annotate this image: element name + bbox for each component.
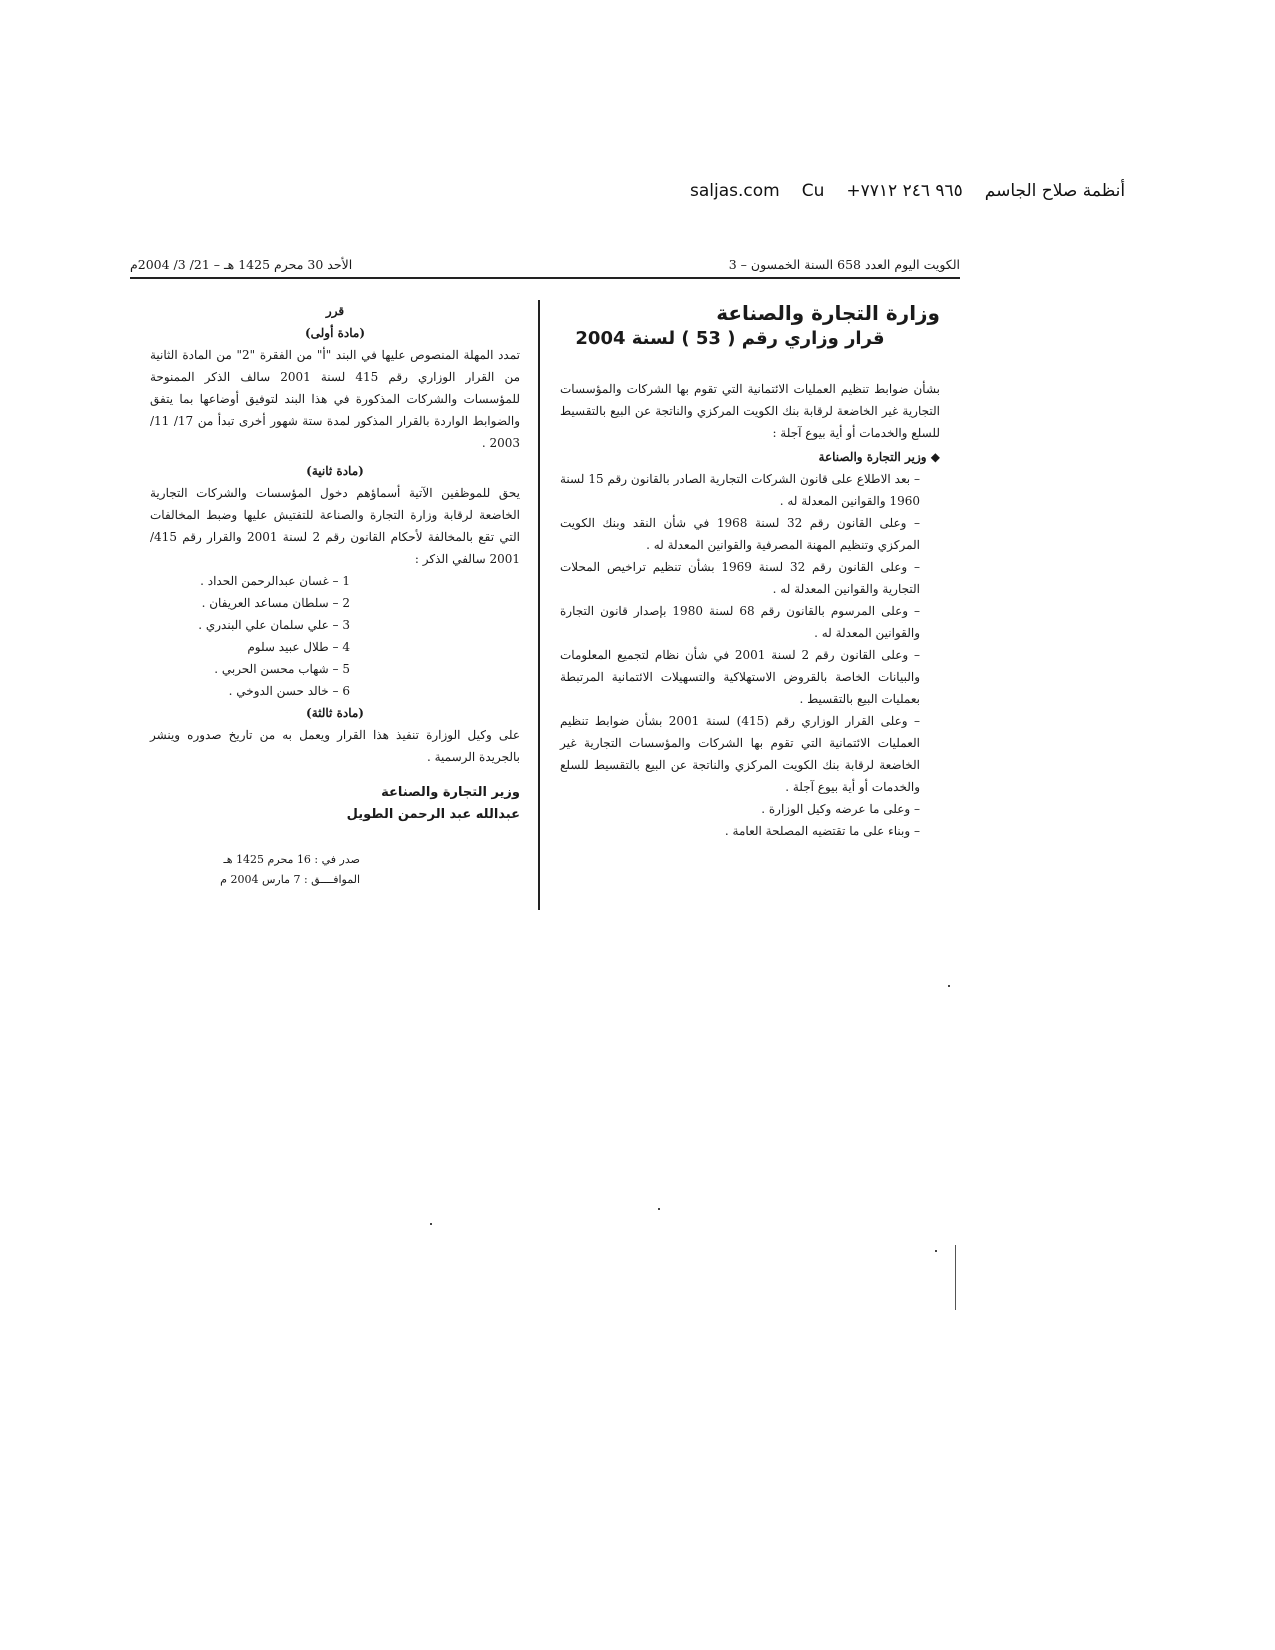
scan-speck [430, 1223, 432, 1225]
list-item: 6 – خالد حسن الدوخي . [228, 684, 350, 698]
article-3-text: على وكيل الوزارة تنفيذ هذا القرار ويعمل به من تاريخ صدوره وينشر بالجريدة الرسمية . [150, 728, 520, 764]
recital: – وعلى القانون رقم 2 لسنة 2001 في شأن نظام لتجميع المعلومات والبيانات الخاصة بالقروض الاستهلاكية والتسهيلات الائتمانية المرتبطة بعمليات البيع بالتقسيط . [560, 648, 920, 706]
recital: – وعلى القانون رقم 32 لسنة 1968 في شأن النقد وبنك الكويت المركزي وتنظيم المهنة المصرفية والقوانين المعدلة له . [560, 516, 920, 552]
list-item: 4 – طلال عبيد سلوم [247, 640, 350, 654]
recital: – وعلى القرار الوزاري رقم (415) لسنة 2001 بشأن ضوابط تنظيم العمليات الائتمانية التي تقوم بها الشركات والمؤسسات التجارية غير الخاضعة لرقابة بنك الكويت المركزي والناتجة عن البيع بالتقسيط للسلع والخدمات أو أية بيوع آجلة . [560, 714, 920, 794]
fax-phone: +٩٦٥ ٢٤٦ ٧٧١٢ [846, 181, 963, 201]
running-head-date: الأحد 30 محرم 1425 هـ – 21/ 3/ 2004م [130, 257, 353, 272]
article-2-heading: (مادة ثانية) [306, 464, 364, 478]
recital: – وبناء على ما تقتضيه المصلحة العامة . [724, 824, 920, 838]
scan-speck [658, 1208, 660, 1210]
article-1-heading: (مادة أولى) [304, 326, 366, 340]
recital: – وعلى ما عرضه وكيل الوزارة . [761, 802, 920, 816]
column-divider [538, 300, 540, 910]
fax-site: saljas.com [690, 181, 780, 201]
scan-line [955, 1245, 956, 1310]
list-item: 3 – علي سلمان علي البندري . [198, 618, 350, 632]
inspector-list [150, 570, 520, 702]
left-column [150, 300, 520, 890]
running-head [130, 255, 960, 279]
recital: – وعلى القانون رقم 32 لسنة 1969 بشأن تنظيم تراخيص المحلات التجارية والقوانين المعدلة له . [560, 560, 920, 596]
article-3-heading: (مادة ثالثة) [306, 706, 364, 720]
decides-heading: قرر [325, 304, 345, 318]
issued-date-block [150, 850, 520, 890]
issued-gregorian: الموافــــق : 7 مارس 2004 م [220, 873, 360, 886]
bullet-icon: ◆ [926, 450, 940, 464]
decree-title: قرار وزاري رقم ( 53 ) لسنة 2004 [575, 328, 885, 349]
list-item: 1 – غسان عبدالرحمن الحداد . [200, 574, 350, 588]
article-1-text: تمدد المهلة المنصوص عليها في البند "أ" من الفقرة "2" من المادة الثانية من القرار الوزاري رقم 415 لسنة 2001 سالف الذكر الممنوحة للمؤسسات والشركات المذكورة في هذا البند لتوفيق أوضاعها بما يتفق والضوابط الواردة بالقرار المذكور لمدة ستة شهور أخرى تبدأ من 17/ 11/ 2003 . [150, 348, 521, 450]
minister-heading: ◆ وزير التجارة والصناعة [818, 450, 940, 464]
issued-hijri: صدر في : 16 محرم 1425 هـ [223, 853, 360, 866]
article-2-text: يحق للموظفين الآتية أسماؤهم دخول المؤسسات والشركات التجارية الخاضعة لرقابة وزارة التجارة والصناعة للتفتيش عليها وضبط المخالفات التي تقع بالمخالفة لأحكام القانون رقم 2 لسنة 2001 والقرار رقم 415/ 2001 سالفي الذكر : [150, 486, 520, 566]
fax-sender-name: أنظمة صلاح الجاسم [984, 181, 1126, 201]
list-item: 5 – شهاب محسن الحربي . [214, 662, 350, 676]
recital: – وعلى المرسوم بالقانون رقم 68 لسنة 1980 بإصدار قانون التجارة والقوانين المعدلة له . [560, 604, 921, 640]
decree-intro: بشأن ضوابط تنظيم العمليات الائتمانية التي تقوم بها الشركات والمؤسسات التجارية غير الخاضعة لرقابة بنك الكويت المركزي والناتجة عن البيع بالتقسيط للسلع والخدمات أو أية بيوع آجلة : [560, 382, 940, 440]
scan-speck [948, 985, 950, 987]
signature-name: عبدالله عبد الرحمن الطويل [346, 807, 520, 822]
scan-speck [935, 1250, 937, 1252]
signature-block [150, 782, 520, 826]
running-head-issue: الكويت اليوم العدد 658 السنة الخمسون – 3 [728, 257, 960, 272]
recital: – بعد الاطلاع على قانون الشركات التجارية الصادر بالقانون رقم 15 لسنة 1960 والقوانين المعدلة له . [560, 472, 920, 508]
ministry-heading: وزارة التجارة والصناعة [716, 301, 940, 325]
fax-header [690, 178, 1170, 204]
list-item: 2 – سلطان مساعد العريفان . [201, 596, 350, 610]
right-column [560, 300, 940, 842]
signature-title: وزير التجارة والصناعة [381, 785, 520, 800]
fax-code: Cu [801, 181, 825, 201]
